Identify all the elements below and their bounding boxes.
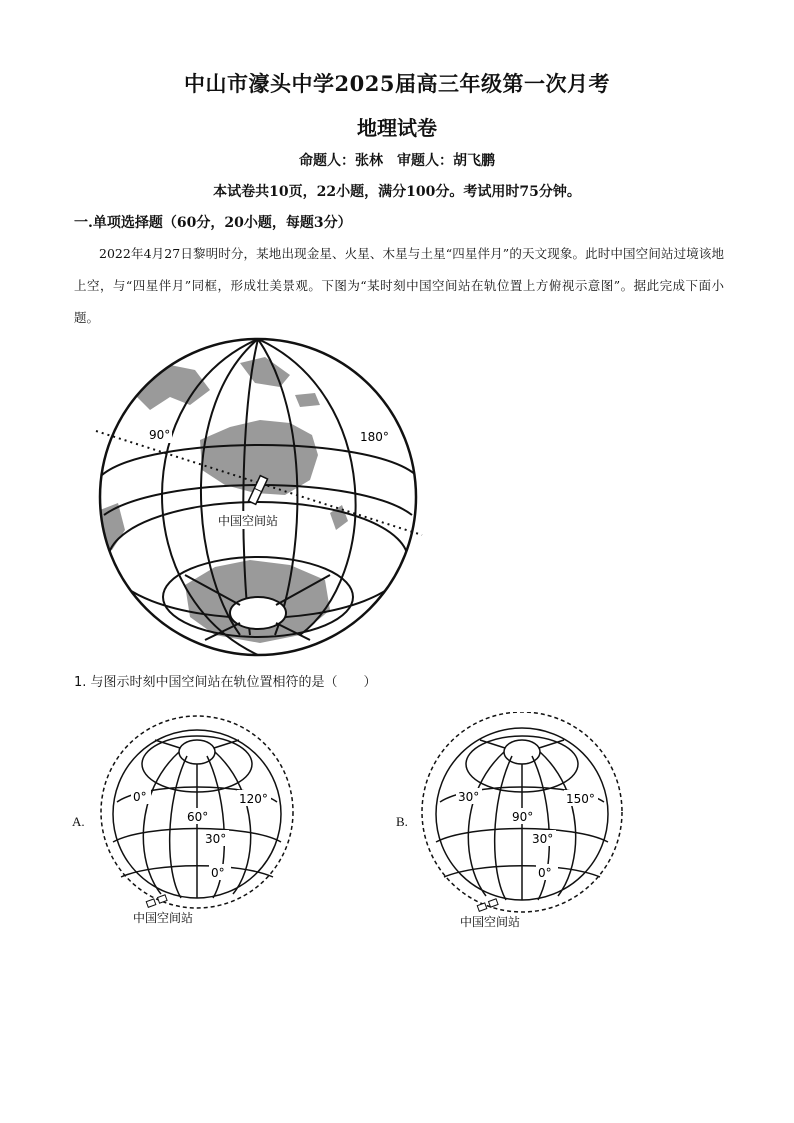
lon-label-180: 180° bbox=[360, 430, 389, 444]
option-b-station-label: 中国空间站 bbox=[460, 915, 521, 929]
option-a-letter[interactable]: A. bbox=[72, 814, 85, 829]
option-b-lon1: 30° bbox=[458, 790, 480, 804]
option-b-lat30: 30° bbox=[532, 832, 554, 846]
exam-info: 本试卷共10页，22小题，满分100分。考试用时75分钟。 bbox=[213, 184, 581, 200]
exam-subject: 地理试卷 bbox=[357, 116, 437, 140]
option-a-lon2: 60° bbox=[187, 810, 209, 824]
lon-label-90: 90° bbox=[149, 428, 171, 442]
option-a-station-icon bbox=[146, 895, 167, 907]
option-b-letter[interactable]: B. bbox=[396, 814, 408, 829]
main-globe-figure bbox=[90, 335, 435, 660]
exam-title: 中山市濠头中学2025届高三年级第一次月考 bbox=[184, 71, 610, 96]
option-a-station-label: 中国空间站 bbox=[133, 911, 194, 925]
section-heading: 一.单项选择题（60分，20小题，每题3分） bbox=[74, 215, 352, 231]
option-b-lon3: 150° bbox=[566, 792, 595, 806]
option-a-lat0: 0° bbox=[211, 866, 225, 880]
passage-text: 2022年4月27日黎明时分，某地出现金星、火星、木星与土星“四星伴月”的天文现象。此时中国空间站过境该地上空，与“四星伴月”同框，形成壮美景观。下图为“某时刻中国空间站在轨位置上方俯视示意图”。据此完成下面小题。 bbox=[74, 246, 724, 325]
option-a-lat30: 30° bbox=[205, 832, 227, 846]
station-label: 中国空间站 bbox=[218, 514, 279, 528]
option-a-globe[interactable] bbox=[95, 712, 300, 932]
option-a-lon3: 120° bbox=[239, 792, 268, 806]
option-b-station-icon bbox=[477, 899, 498, 911]
option-b-lat0: 0° bbox=[538, 866, 552, 880]
option-b-lon2: 90° bbox=[512, 810, 534, 824]
question-1: 1. 与图示时刻中国空间站在轨位置相符的是（ ） bbox=[74, 675, 377, 690]
option-b-globe[interactable] bbox=[418, 712, 628, 934]
exam-authors: 命题人：张林 审题人：胡飞鹏 bbox=[299, 153, 495, 169]
option-a-lon1: 0° bbox=[133, 790, 147, 804]
